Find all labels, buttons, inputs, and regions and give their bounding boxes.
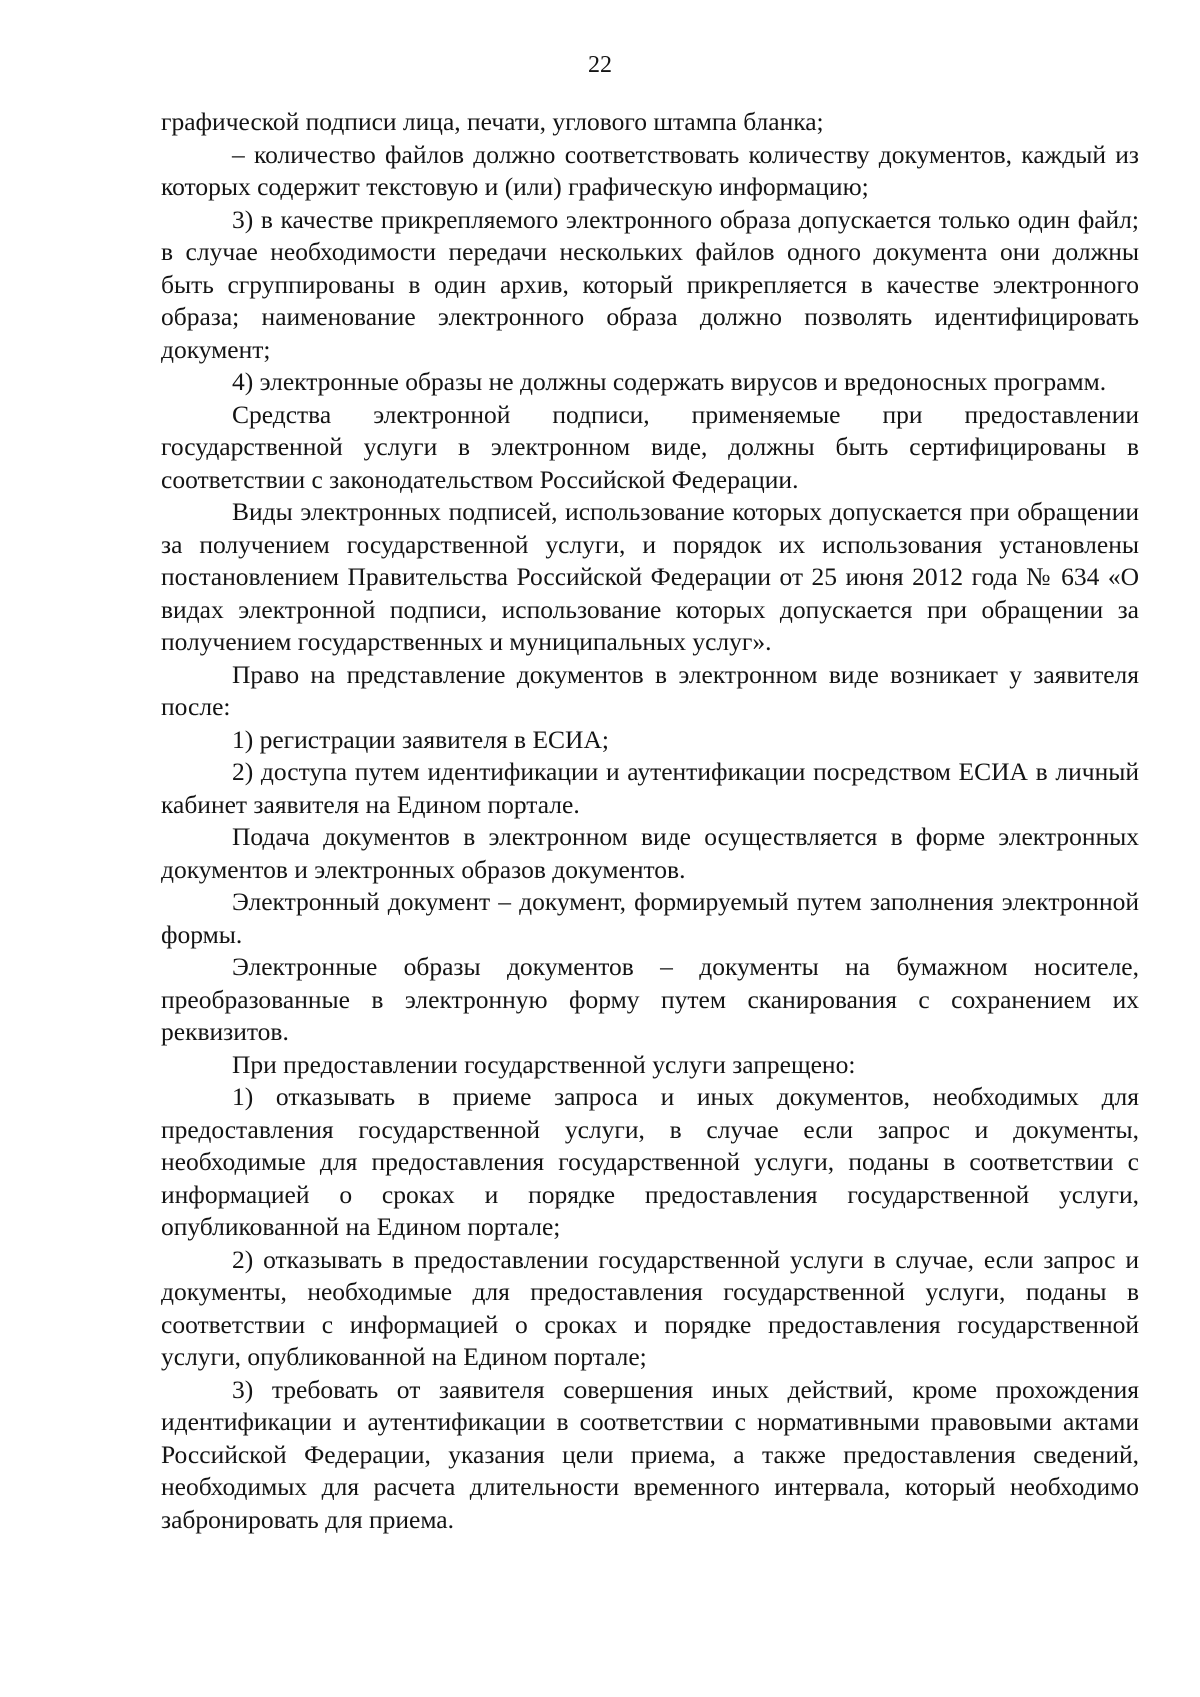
paragraph-prohibited: При предоставлении государственной услуги запрещено: (232, 1049, 856, 1079)
paragraph-electronic-document: Электронный документ – документ, формируемый путем заполнения электронной формы. (161, 887, 1139, 949)
paragraph-prohibited-item-1: 1) отказывать в приеме запроса и иных документов, необходимых для предоставления государственной услуги, в случае если запрос и документы, необходимые для предоставления государственной услуги, поданы в соответствии с информацией о сроках и порядке предоставления государственной услуги, опубликованной на Едином портале; (161, 1082, 1139, 1241)
paragraph-signature-types: Виды электронных подписей, использование которых допускается при обращении за получением государственной услуги, и порядок их использования установлены постановлением Правительства Российской Федерации от 25 июня 2012 года № 634 «О видах электронной подписи, использование которых допускается при обращении за получением государственных и муниципальных услуг». (161, 497, 1139, 656)
page-number: 22 (588, 52, 612, 78)
paragraph-right-to-submit: Право на представление документов в электронном виде возникает у заявителя после: (161, 659, 1139, 721)
paragraph-esia-registration: 1) регистрации заявителя в ЕСИА; (232, 724, 609, 754)
paragraph-electronic-images: Электронные образы документов – документы на бумажном носителе, преобразованные в электронную форму путем сканирования с сохранением их реквизитов. (161, 952, 1139, 1046)
document-body (161, 106, 1139, 1536)
paragraph-esia-access: 2) доступа путем идентификации и аутентификации посредством ЕСИА в личный кабинет заявителя на Едином портале. (161, 757, 1139, 819)
paragraph-no-viruses: 4) электронные образы не должны содержать вирусов и вредоносных программ. (232, 367, 1107, 396)
paragraph-file-count: – количество файлов должно соответствовать количеству документов, каждый из которых содержит текстовую и (или) графическую информацию; (161, 139, 1139, 201)
paragraph-submission-form: Подача документов в электронном виде осуществляется в форме электронных документов и электронных образов документов. (161, 822, 1139, 884)
paragraph-single-file: 3) в качестве прикрепляемого электронного образа допускается только один файл; в случае необходимости передачи нескольких файлов одного документа они должны быть сгруппированы в один архив, который прикрепляется в качестве электронного образа; наименование электронного образа должно позволять идентифицировать документ; (161, 204, 1139, 364)
paragraph-prohibited-item-2: 2) отказывать в предоставлении государственной услуги в случае, если запрос и документы, необходимые для предоставления государственной услуги, поданы в соответствии с информацией о сроках и порядке предоставления государственной услуги, опубликованной на Едином портале; (161, 1244, 1139, 1371)
paragraph-prohibited-item-3: 3) требовать от заявителя совершения иных действий, кроме прохождения идентификации и аутентификации в соответствии с нормативными правовыми актами Российской Федерации, указания цели приема, а также предоставления сведений, необходимых для расчета длительности временного интервала, который необходимо забронировать для приема. (161, 1374, 1139, 1534)
paragraph-signature-continuation: графической подписи лица, печати, углового штампа бланка; (161, 107, 824, 136)
paragraph-signature-tools: Средства электронной подписи, применяемые при предоставлении государственной услуги в электронном виде, должны быть сертифицированы в соответствии с законодательством Российской Федерации. (161, 399, 1139, 494)
